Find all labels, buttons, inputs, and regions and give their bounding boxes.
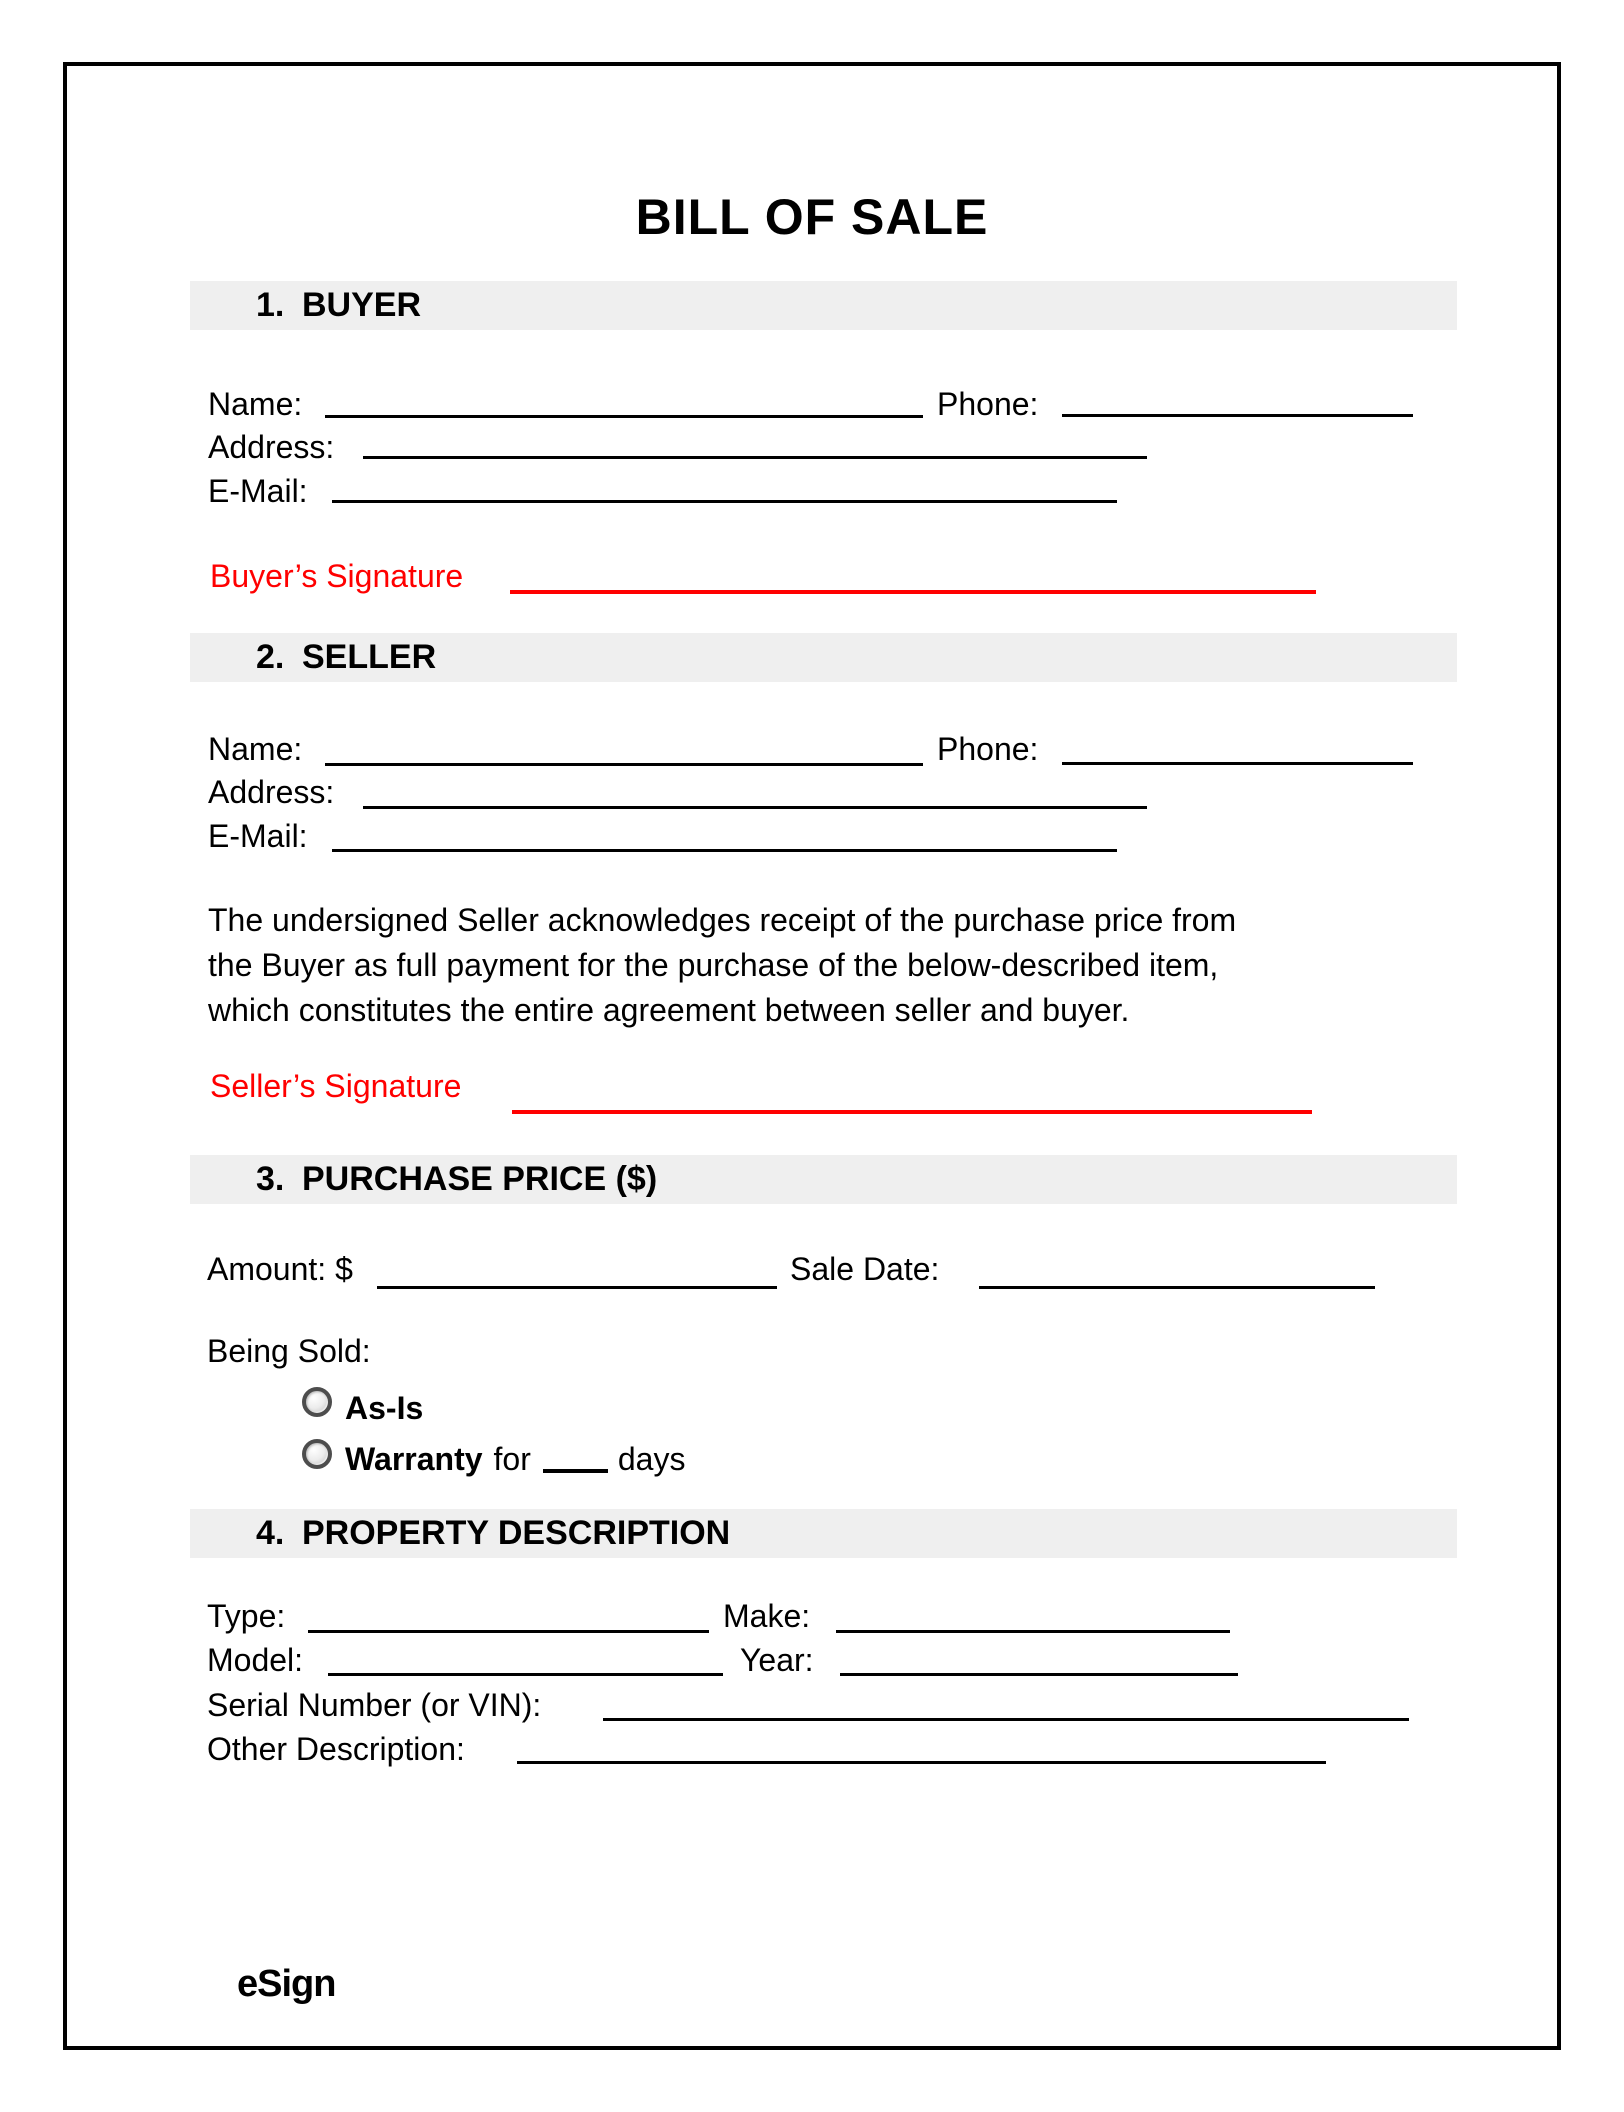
amount-label: Amount: $ <box>207 1251 353 1287</box>
sale-date-field[interactable] <box>979 1286 1375 1289</box>
serial-vin-field[interactable] <box>603 1718 1409 1721</box>
buyer-email-label: E-Mail: <box>208 473 308 509</box>
year-label: Year: <box>740 1642 814 1678</box>
seller-phone-label: Phone: <box>937 731 1039 767</box>
section-header-seller <box>190 633 1457 682</box>
seller-address-field[interactable] <box>363 806 1147 809</box>
esign-logo: eSign <box>237 1963 336 2005</box>
buyer-phone-label: Phone: <box>937 386 1039 422</box>
seller-name-label: Name: <box>208 731 303 767</box>
acknowledgement-line: The undersigned Seller acknowledges receipt of the purchase price from <box>208 902 1237 938</box>
model-field[interactable] <box>328 1673 723 1676</box>
section-header-buyer <box>190 281 1457 330</box>
make-label: Make: <box>723 1598 811 1634</box>
serial-vin-label: Serial Number (or VIN): <box>207 1687 542 1723</box>
seller-email-label: E-Mail: <box>208 818 308 854</box>
buyer-name-field[interactable] <box>325 415 923 418</box>
buyer-address-field[interactable] <box>363 456 1147 459</box>
section-header-property <box>190 1509 1457 1558</box>
acknowledgement-line: the Buyer as full payment for the purchase of the below-described item, <box>208 947 1219 983</box>
warranty-radio[interactable] <box>302 1439 332 1469</box>
seller-signature-label: Seller’s Signature <box>210 1068 462 1104</box>
buyer-signature-label: Buyer’s Signature <box>210 558 464 594</box>
section-number: 3. <box>256 1160 285 1198</box>
as-is-label: As-Is <box>345 1390 424 1426</box>
section-heading: SELLER <box>302 638 437 676</box>
acknowledgement-line: which constitutes the entire agreement between seller and buyer. <box>208 992 1130 1028</box>
model-label: Model: <box>207 1642 304 1678</box>
section-header-purchase-price <box>190 1155 1457 1204</box>
section-heading: PURCHASE PRICE ($) <box>302 1160 658 1198</box>
make-field[interactable] <box>836 1630 1230 1633</box>
as-is-radio[interactable] <box>302 1387 332 1417</box>
warranty-days-text: days <box>617 1441 686 1477</box>
page-title: BILL OF SALE <box>635 189 989 245</box>
warranty-label: Warranty <box>345 1441 483 1477</box>
other-description-field[interactable] <box>517 1761 1326 1764</box>
warranty-option-row <box>345 1439 685 1479</box>
section-heading: PROPERTY DESCRIPTION <box>302 1514 731 1552</box>
seller-address-label: Address: <box>208 774 335 810</box>
seller-signature-field[interactable] <box>512 1110 1312 1114</box>
other-description-label: Other Description: <box>207 1731 465 1767</box>
section-heading: BUYER <box>302 286 422 324</box>
section-number: 4. <box>256 1514 285 1552</box>
buyer-address-label: Address: <box>208 429 335 465</box>
type-label: Type: <box>207 1598 286 1634</box>
warranty-days-field[interactable] <box>543 1469 608 1473</box>
section-number: 1. <box>256 286 285 324</box>
year-field[interactable] <box>840 1673 1238 1676</box>
buyer-email-field[interactable] <box>332 500 1117 503</box>
type-field[interactable] <box>308 1630 709 1633</box>
buyer-phone-field[interactable] <box>1062 414 1413 417</box>
buyer-name-label: Name: <box>208 386 303 422</box>
sale-date-label: Sale Date: <box>790 1251 940 1287</box>
being-sold-label: Being Sold: <box>207 1333 371 1369</box>
seller-acknowledgement <box>208 898 1236 1033</box>
seller-email-field[interactable] <box>332 849 1117 852</box>
buyer-signature-field[interactable] <box>510 590 1316 594</box>
seller-name-field[interactable] <box>325 763 923 766</box>
seller-phone-field[interactable] <box>1062 762 1413 765</box>
warranty-for-text: for <box>493 1441 531 1477</box>
amount-field[interactable] <box>377 1286 777 1289</box>
section-number: 2. <box>256 638 285 676</box>
